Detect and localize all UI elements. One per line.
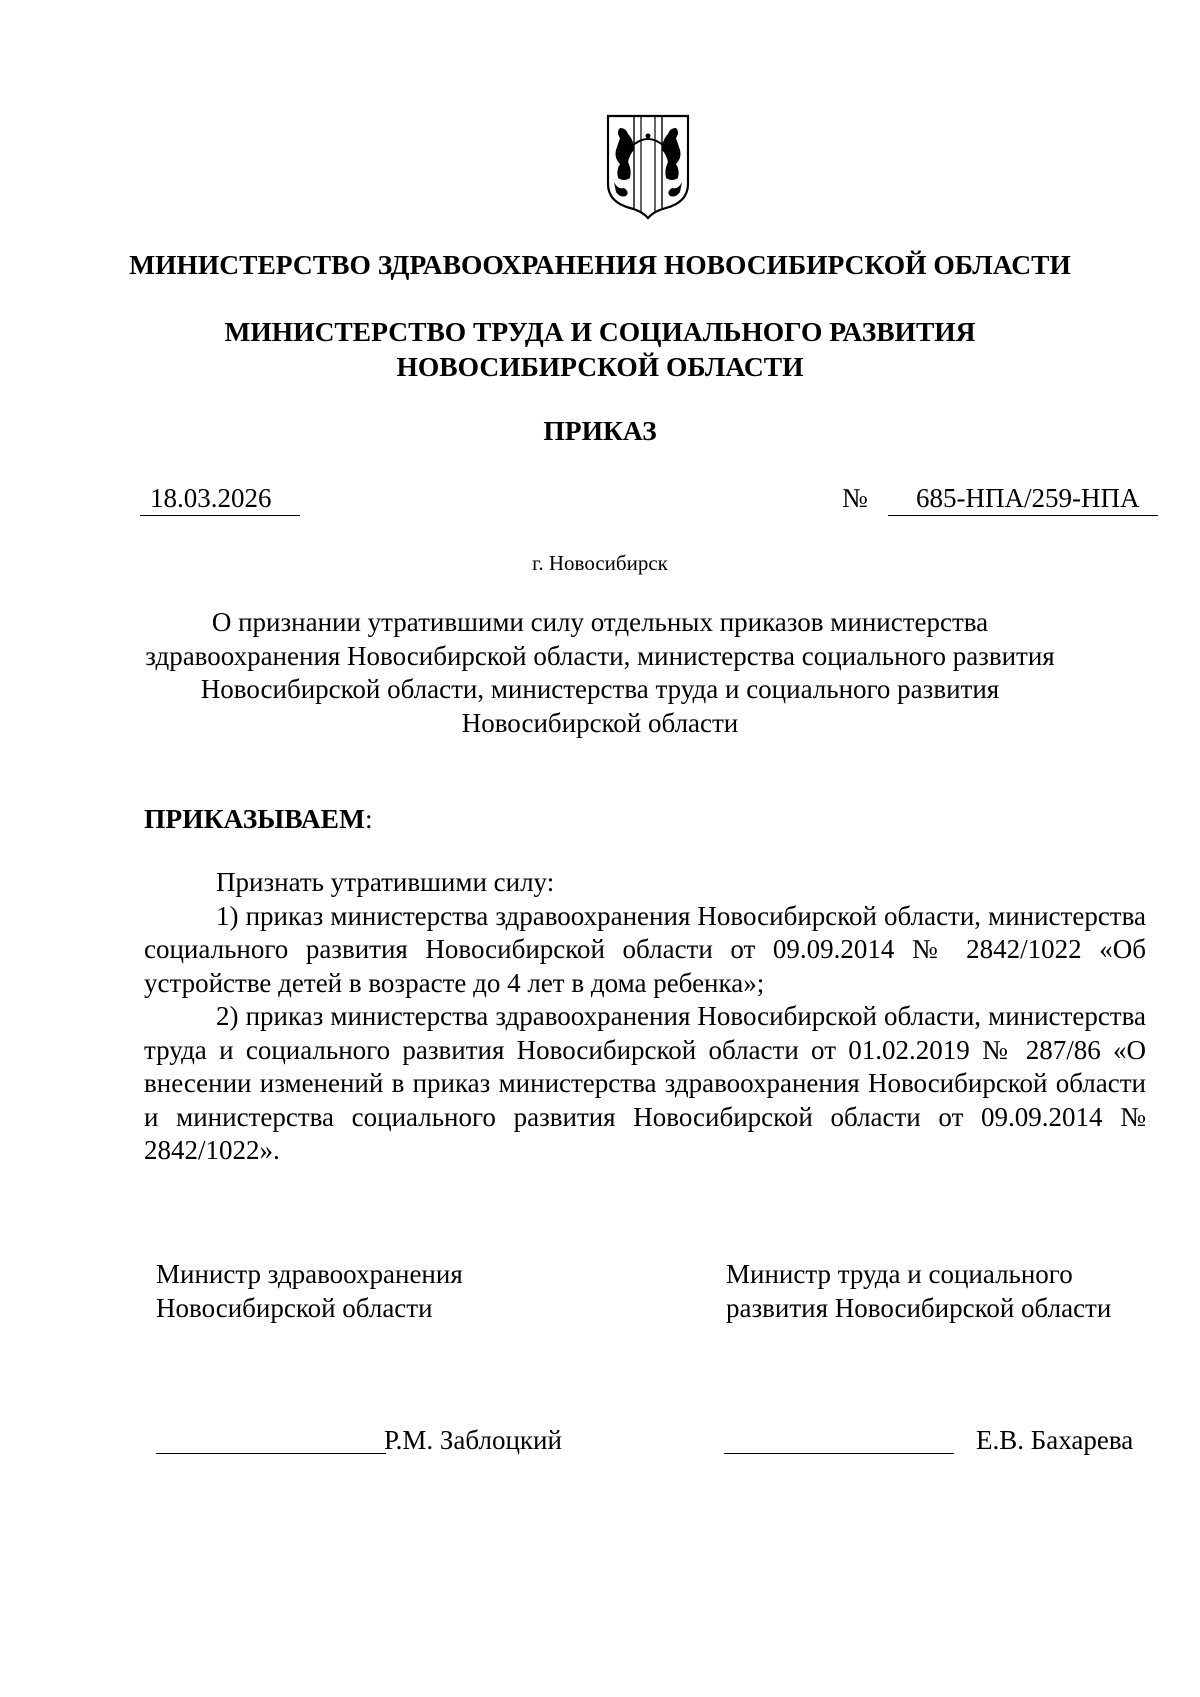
body-item-2: 2) приказ министерства здравоохранения Новосибирской области, министерства труда и социального развития Новосибирской области от 01.02.2019 № 287/86 «О внесении изменений в приказ министерства здравоохранения Новосибирской области и министерства социального развития Новосибирской области от 09.09.2014 № 2842/1022».	[144, 1001, 1146, 1165]
signer-right-position-line2: развития Новосибирской области	[726, 1292, 1112, 1323]
ministry-labor-title	[0, 314, 1200, 384]
ministry-labor-title-line1: МИНИСТЕРСТВО ТРУДА И СОЦИАЛЬНОГО РАЗВИТИЯ	[224, 316, 976, 347]
body-intro: Признать утратившими силу:	[216, 867, 555, 897]
ministry-health-title: МИНИСТЕРСТВО ЗДРАВООХРАНЕНИЯ НОВОСИБИРСКОЙ ОБЛАСТИ	[129, 249, 1071, 280]
decree-keyword	[144, 802, 373, 836]
signer-right-position	[726, 1258, 1111, 1325]
order-number: 685-НПА/259-НПА	[888, 481, 1158, 516]
signer-left-position-line1: Министр здравоохранения	[156, 1259, 463, 1289]
order-subject	[0, 606, 1200, 740]
signer-left-position-line2: Новосибирской области	[156, 1292, 433, 1323]
order-date: 18.03.2026	[140, 481, 300, 516]
signer-left-position	[156, 1258, 463, 1325]
order-body	[144, 866, 1146, 1168]
decree-keyword-text: ПРИКАЗЫВАЕМ	[144, 803, 365, 834]
decree-colon: :	[364, 803, 373, 834]
city: г. Новосибирск	[532, 551, 668, 575]
signature-line-right	[724, 1453, 954, 1454]
subject-line: здравоохранения Новосибирской области, министерства социального развития	[145, 640, 1055, 671]
body-item-1: 1) приказ министерства здравоохранения Новосибирской области, министерства социального развития Новосибирской области от 09.09.2014 № 2842/1022 «Об устройстве детей в возрасте до 4 лет в дома ребенка»;	[144, 900, 1146, 998]
subject-line: О признании утратившими силу отдельных приказов министерства	[211, 607, 989, 637]
signer-right-name: Е.В. Бахарева	[976, 1425, 1134, 1455]
signer-left-name: Р.М. Заблоцкий	[384, 1425, 562, 1455]
subject-line: Новосибирской области	[461, 707, 739, 738]
document-type: ПРИКАЗ	[543, 415, 657, 446]
signature-line-left	[156, 1453, 386, 1454]
signer-right-position-line1: Министр труда и социального	[726, 1259, 1073, 1289]
coat-of-arms-icon	[604, 112, 692, 220]
number-sign: №	[842, 483, 868, 513]
subject-line: Новосибирской области, министерства труда и социального развития	[200, 674, 1000, 704]
ministry-labor-title-line2: НОВОСИБИРСКОЙ ОБЛАСТИ	[396, 351, 804, 382]
